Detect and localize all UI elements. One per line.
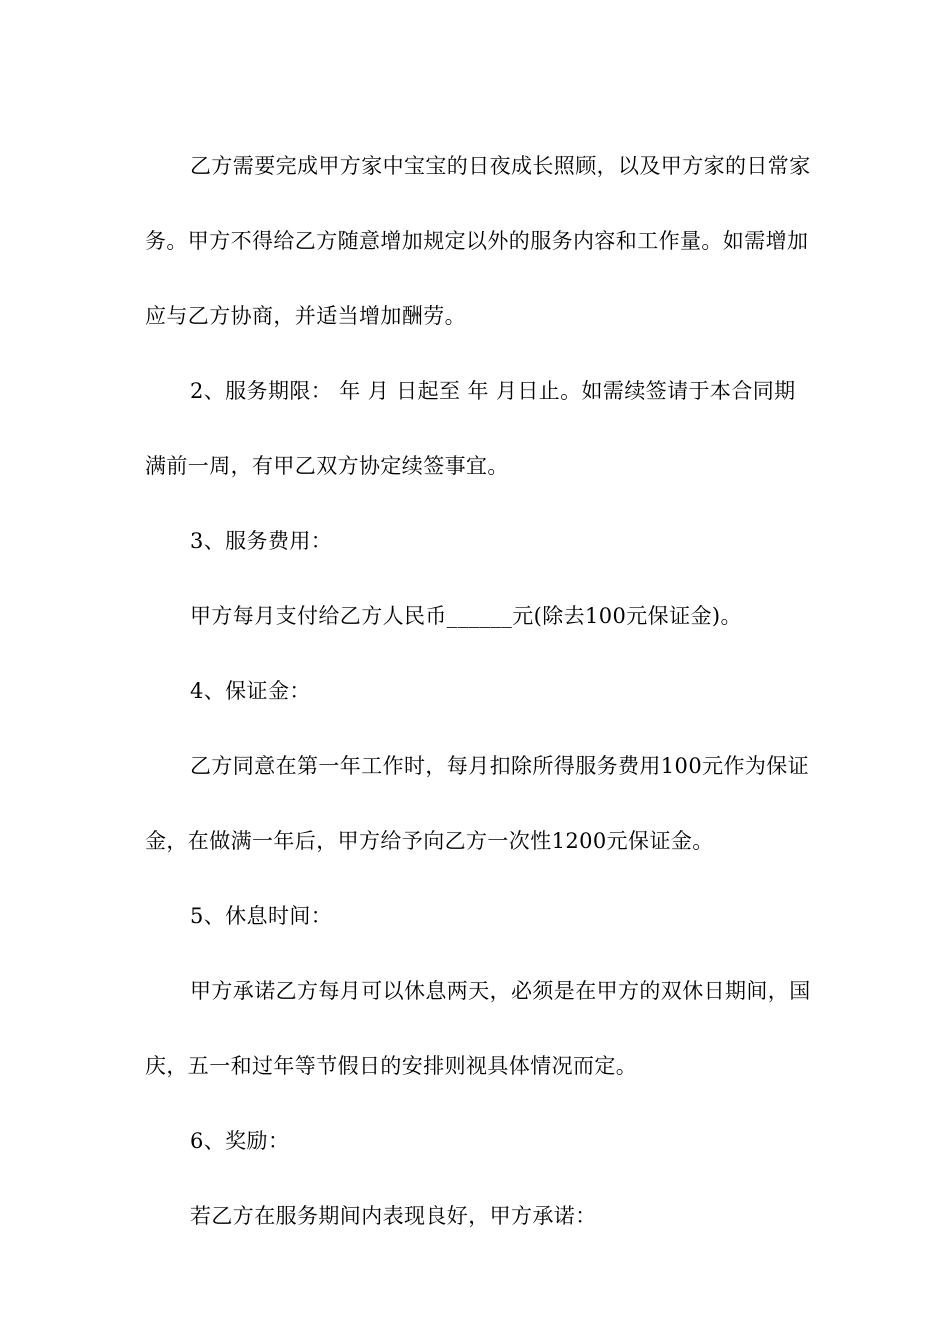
heading-deposit: 4、保证金：: [190, 679, 311, 703]
paragraph-service-fee: 甲方每月支付给乙方人民币______元(除去100元保证金)。: [190, 604, 742, 628]
paragraph-duties: 乙方需要完成甲方家中宝宝的日夜成长照顾，以及甲方家的日常家务。甲方不得给乙方随意增加规定以外的服务内容和工作量。如需增加应与乙方协商，并适当增加酬劳。: [145, 154, 811, 328]
document-body: [145, 129, 815, 1254]
heading-reward: 6、奖励：: [190, 1129, 290, 1153]
heading-service-fee: 3、服务费用：: [190, 529, 333, 553]
paragraph-service-term: 2、服务期限： 年 月 日起至 年 月日止。如需续签请于本合同期满前一周，有甲乙双方协定续签事宜。: [145, 379, 796, 478]
heading-rest-time: 5、休息时间：: [190, 904, 333, 928]
paragraph-rest-time: 甲方承诺乙方每月可以休息两天，必须是在甲方的双休日期间，国庆，五一和过年等节假日的安排则视具体情况而定。: [145, 979, 811, 1078]
paragraph-deposit: 乙方同意在第一年工作时，每月扣除所得服务费用100元作为保证金，在做满一年后，甲方给予向乙方一次性1200元保证金。: [145, 754, 810, 853]
paragraph-reward: 若乙方在服务期间内表现良好，甲方承诺：: [190, 1204, 597, 1228]
